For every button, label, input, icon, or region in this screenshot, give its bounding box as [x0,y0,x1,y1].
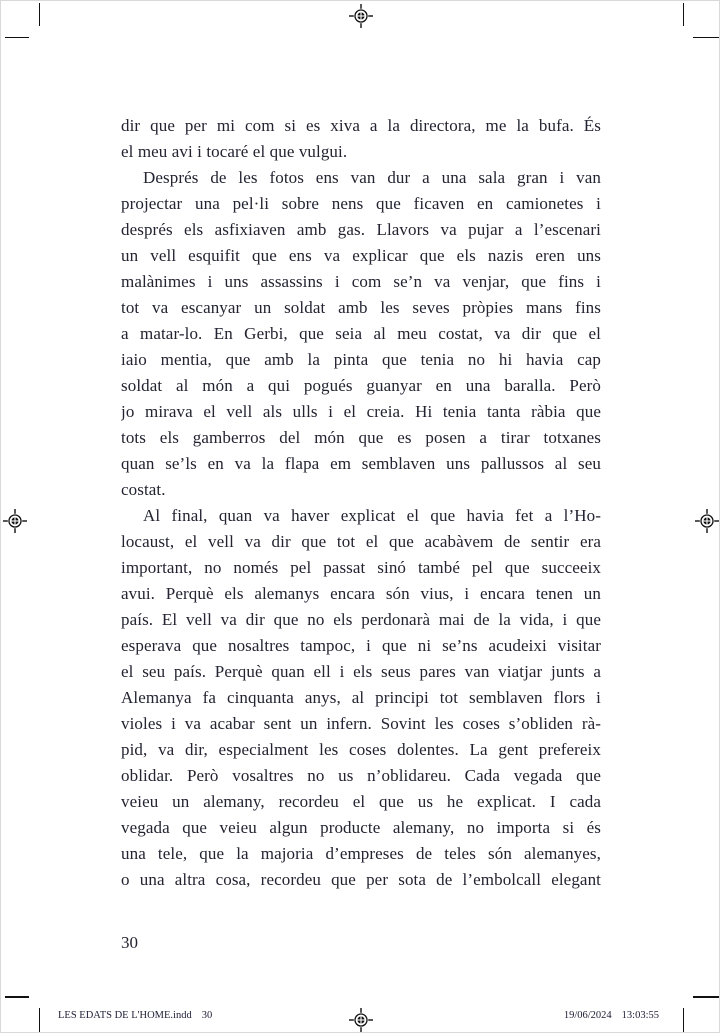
text-line: Després de les fotos ens van dur a una sala gran i van [143,168,601,187]
crop-mark-bottom-right-vertical [683,1008,685,1033]
text-line: dir que per mi com si es xiva a la directora, me la bufa. És [121,116,601,135]
text-line: el meu avi i tocaré el que vulgui. [121,142,348,161]
text-line: soldat al món a qui pogués guanyar en una baralla. Però [121,376,601,395]
crop-mark-top-left-vertical [39,3,41,26]
text-line: vegada que veieu algun producte alemany, no importa si és [121,818,601,837]
text-line: important, no només pel passat sinó també pel que succeeix [121,558,601,577]
text-line: un vell esquifit que ens va explicar que els nazis eren uns [121,246,601,265]
slug-timestamp [564,1009,659,1023]
registration-mark-icon [695,509,719,533]
slug-date: 19/06/2024 [563,1010,612,1021]
slug-sheet-number: 30 [201,1010,213,1021]
slug-filename: LES EDATS DE L'HOME.indd [58,1010,192,1021]
text-line: costat. [121,480,166,499]
text-line: iaio mentia, que amb la pinta que tenia no hi havia cap [121,350,601,369]
text-line: o una altra cosa, recordeu que per sota de l’embolcall elegant [121,870,601,889]
text-line: una tele, que la majoria d’empreses de teles són alemanyes, [121,844,601,863]
text-line: després els asfixiaven amb gas. Llavors va pujar a l’escenari [121,220,601,239]
body-text [121,113,601,893]
registration-mark-icon [349,1008,373,1032]
text-line: el seu país. Perquè quan ell i els seus pares van viatjar junts a [121,662,601,681]
slug-time: 13:03:55 [621,1010,659,1021]
crop-mark-bottom-right-horizontal [693,996,719,998]
page-number: 30 [121,933,138,952]
text-line: projectar una pel·li sobre nens que ficaven en camionetes i [121,194,601,213]
text-line: pid, va dir, especialment les coses dolentes. La gent prefereix [121,740,601,759]
text-line: tots els gamberros del món que es posen a tirar totxanes [121,428,601,447]
text-line: locaust, el vell va dir que tot el que acabàvem de sentir era [121,532,601,551]
text-line: Al final, quan va haver explicat el que havia fet a l’Ho- [143,506,601,525]
text-line: país. El vell va dir que no els perdonarà mai de la vida, i que [121,610,601,629]
text-line: tot va escanyar un soldat amb les seves pròpies mans fins [121,298,601,317]
registration-mark-icon [349,4,373,28]
text-line: violes i va acabar sent un infern. Sovint les coses s’obliden rà- [121,714,601,733]
crop-mark-top-right-vertical [683,3,685,26]
text-line: jo mirava el vell als ulls i el creia. Hi tenia tanta ràbia que [121,402,601,421]
text-line: veieu un alemany, recordeu el que us he explicat. I cada [121,792,601,811]
registration-mark-icon [3,509,27,533]
text-line: quan se’ls en va la flapa em semblaven uns pallussos al seu [121,454,601,473]
text-line: avui. Perquè els alemanys encara són vius, i encara tenen un [121,584,601,603]
crop-mark-top-left-horizontal [5,37,29,39]
text-line: oblidar. Però vosaltres no us n’oblidareu. Cada vegada que [121,766,601,785]
text-line: a matar-lo. En Gerbi, que seia al meu costat, va dir que el [121,324,601,343]
slug-file-info [58,1009,212,1023]
crop-mark-top-right-horizontal [693,37,719,39]
crop-mark-bottom-left-horizontal [5,996,29,998]
text-line: Alemanya fa cinquanta anys, al principi tot semblaven flors i [121,688,601,707]
text-line: malànimes i uns assassins i com se’n va venjar, que fins i [121,272,601,291]
text-line: esperava que nosaltres tampoc, i que ni se’ns acudeixi visitar [121,636,601,655]
crop-mark-bottom-left-vertical [39,1008,41,1033]
